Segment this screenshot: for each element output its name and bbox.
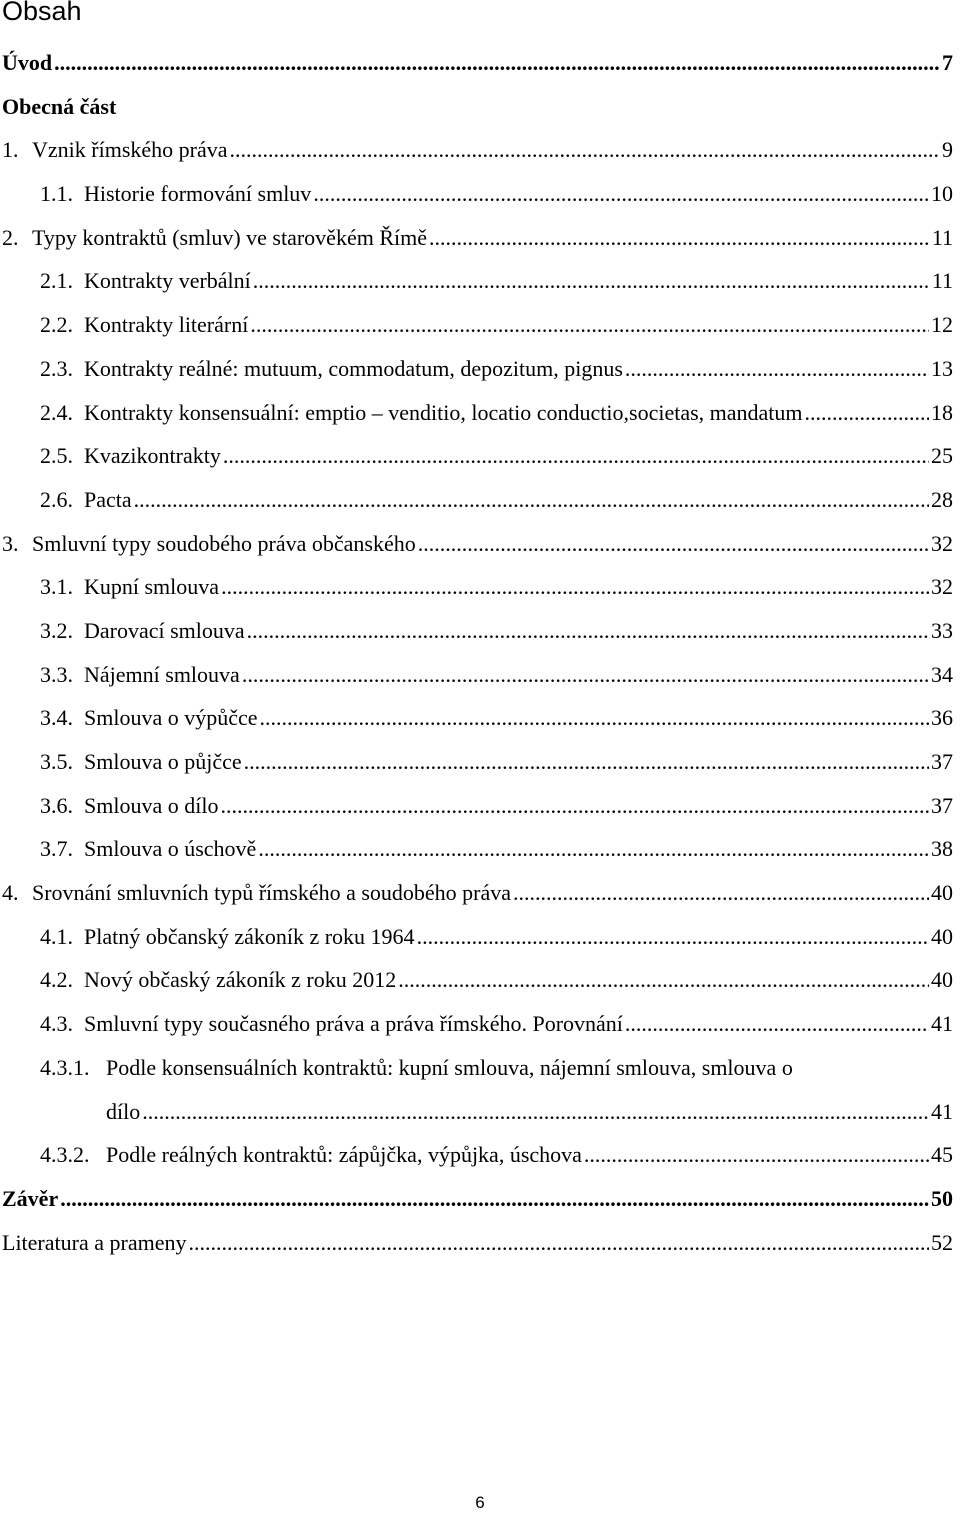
toc-entry-label: Kontrakty reálné: mutuum, commodatum, depozitum, pignus [84,355,623,381]
toc-entry-page: 32 [931,530,953,556]
toc-dot-leader [398,967,929,993]
toc-dot-leader [513,880,929,906]
toc-entry-page: 50 [931,1185,953,1211]
toc-entry[interactable] [0,1055,953,1099]
toc-entry-label: dílo [106,1098,141,1124]
toc-entry-number: 3. [2,530,19,556]
toc-dot-leader [134,487,929,513]
toc-dot-leader [188,1230,929,1256]
toc-entry-number: 3.6. [40,792,73,818]
toc-entry-number: 3.1. [40,574,73,600]
toc-entry-label: Smluvní typy současného práva a práva římského. Porovnání [84,1011,623,1037]
toc-entry-page: 38 [931,836,953,862]
toc-entry-page: 37 [931,749,953,774]
toc-entry[interactable] [0,1230,953,1274]
toc-entry[interactable] [0,312,953,356]
toc-entry[interactable] [0,181,953,225]
toc-entry-label: Smlouva o půjčce [84,749,242,774]
page-number: 6 [475,1493,485,1512]
table-of-contents [0,50,953,1273]
toc-entry[interactable] [0,1186,953,1230]
toc-entry-number: 4.3. [40,1011,73,1037]
toc-entry-label: Platný občanský zákoník z roku 1964 [84,923,415,949]
toc-entry-page: 40 [931,880,953,906]
toc-entry-page: 36 [931,705,953,731]
toc-entry-page: 13 [931,355,953,381]
toc-dot-leader [230,137,941,163]
toc-entry[interactable] [0,487,953,531]
toc-entry[interactable] [0,836,953,880]
toc-entry-label: Srovnání smluvních typů římského a soudobého práva [32,880,512,906]
toc-dot-leader [584,1142,929,1168]
toc-dot-leader [221,574,929,600]
toc-entry-page: 45 [931,1142,953,1168]
toc-entry[interactable] [0,1099,953,1143]
toc-entry[interactable] [0,924,953,968]
toc-entry[interactable] [0,880,953,924]
toc-dot-leader [244,749,929,775]
toc-dot-leader [625,356,929,382]
toc-entry-label: Vznik římského práva [32,137,228,163]
toc-entry-number: 3.5. [40,749,73,774]
toc-entry[interactable] [0,50,953,94]
toc-entry-page: 40 [931,967,953,993]
toc-entry-number: 1.1. [40,181,73,207]
toc-entry-page: 52 [931,1229,953,1255]
toc-entry-label: Smlouva o výpůčce [84,705,258,731]
toc-entry-label: Kontrakty konsensuální: emptio – venditio, locatio conductio,societas, mandatum [84,399,803,425]
toc-dot-leader [247,618,929,644]
toc-entry[interactable] [0,967,953,1011]
toc-dot-leader [260,705,929,731]
toc-entry-label: Podle konsensuálních kontraktů: kupní smlouva, nájemní smlouva, smlouva o [106,1054,793,1080]
toc-entry-label: Podle reálných kontraktů: zápůjčka, výpůjka, úschova [106,1142,582,1168]
toc-entry-label: Pacta [84,486,132,512]
toc-entry-label: Obecná část [2,93,117,119]
toc-entry-number: 2.6. [40,486,73,512]
toc-entry-page: 11 [931,268,953,294]
toc-dot-leader [250,312,929,338]
toc-dot-leader [60,1186,929,1212]
toc-dot-leader [142,1099,929,1125]
toc-entry-number: 4. [2,880,19,906]
toc-entry[interactable] [0,531,953,575]
toc-entry-number: 2. [2,224,19,250]
toc-dot-leader [429,225,930,251]
toc-entry-page: 7 [942,50,953,75]
toc-entry-page: 34 [931,661,953,687]
toc-dot-leader [223,443,929,469]
toc-entry[interactable] [0,225,953,269]
toc-entry-label: Kontrakty literární [84,312,249,338]
toc-dot-leader [805,400,929,426]
toc-entry-number: 2.1. [40,268,73,294]
toc-dot-leader [220,793,929,819]
toc-entry[interactable] [0,749,953,793]
toc-entry[interactable] [0,705,953,749]
toc-entry-number: 3.2. [40,617,73,643]
toc-entry-label: Typy kontraktů (smluv) ve starověkém Římě [32,224,427,250]
toc-entry-number: 4.1. [40,923,73,949]
toc-entry-page: 25 [931,443,953,469]
toc-entry-label: Darovací smlouva [84,617,245,643]
toc-dot-leader [253,268,930,294]
toc-entry-page: 12 [931,312,953,338]
toc-entry-page: 10 [931,181,953,207]
toc-entry-number: 2.3. [40,355,73,381]
toc-entry[interactable] [0,137,953,181]
toc-dot-leader [313,181,929,207]
toc-entry[interactable] [0,443,953,487]
toc-entry-number: 4.2. [40,967,73,993]
toc-entry[interactable] [0,94,953,138]
toc-entry-page: 18 [931,399,953,425]
toc-entry-page: 9 [942,137,953,163]
toc-entry-label: Historie formování smluv [84,181,312,207]
toc-entry-number: 3.7. [40,836,73,862]
toc-entry-page: 41 [931,1098,953,1124]
toc-dot-leader [258,836,929,862]
toc-entry-page: 28 [931,486,953,512]
toc-entry-number: 4.3.1. [40,1054,90,1080]
toc-entry-label: Kvazikontrakty [84,443,221,469]
toc-entry-label: Smlouva o úschově [84,836,257,862]
toc-entry[interactable] [0,400,953,444]
toc-entry[interactable] [0,1142,953,1186]
toc-entry-page: 11 [931,224,953,250]
toc-entry-number: 3.4. [40,705,73,731]
page-title: Obsah [2,0,82,26]
toc-entry-page: 40 [931,923,953,949]
toc-entry-number: 1. [2,137,19,163]
toc-entry-label: Nový občaský zákoník z roku 2012 [84,967,397,993]
toc-entry[interactable] [0,793,953,837]
toc-dot-leader [54,50,940,76]
toc-entry-page: 41 [931,1011,953,1037]
toc-entry-page: 37 [931,792,953,818]
toc-entry[interactable] [0,268,953,312]
toc-dot-leader [242,662,929,688]
toc-entry[interactable] [0,356,953,400]
toc-entry[interactable] [0,1011,953,1055]
toc-entry-number: 2.4. [40,399,73,425]
toc-dot-leader [417,924,929,950]
toc-entry[interactable] [0,618,953,662]
toc-entry-number: 2.2. [40,312,73,338]
toc-entry-page: 33 [931,617,953,643]
toc-entry[interactable] [0,662,953,706]
toc-entry-label: Závěr [2,1185,59,1211]
toc-entry-label: Kupní smlouva [84,574,220,600]
toc-entry-label: Nájemní smlouva [84,661,240,687]
toc-entry-number: 4.3.2. [40,1142,90,1168]
toc-entry-label: Kontrakty verbální [84,268,251,294]
toc-dot-leader [625,1011,929,1037]
toc-entry-label: Smlouva o dílo [84,792,219,818]
toc-entry-number: 2.5. [40,443,73,469]
toc-entry-page: 32 [931,574,953,600]
toc-entry-number: 3.3. [40,661,73,687]
toc-entry-label: Úvod [2,50,53,75]
toc-dot-leader [418,531,929,557]
toc-entry[interactable] [0,574,953,618]
toc-entry-label: Smluvní typy soudobého práva občanského [32,530,416,556]
toc-entry-label: Literatura a prameny [2,1229,187,1255]
